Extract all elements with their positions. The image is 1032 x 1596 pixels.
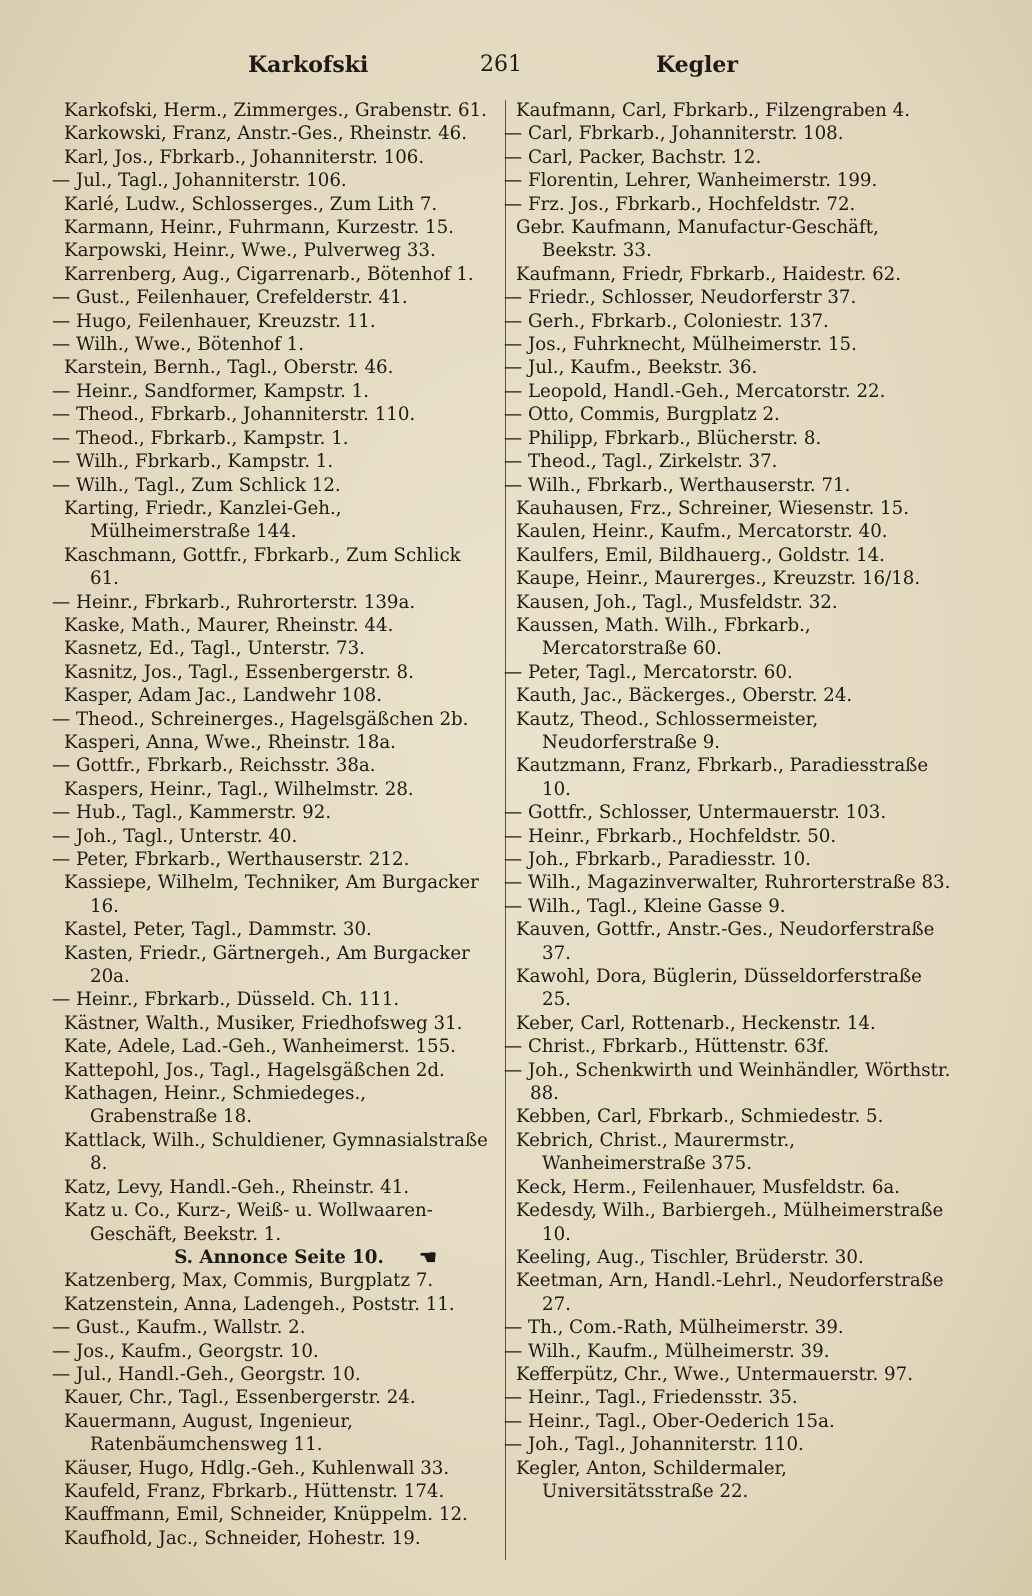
directory-entry: — Theod., Fbrkarb., Johanniterstr. 110. [52,404,416,426]
directory-entry: Kathagen, Heinr., Schmiedeges., Grabenstraße 18. [64,1083,372,1128]
directory-entry: Karpowski, Heinr., Wwe., Pulverweg 33. [64,240,436,262]
directory-entry: Keck, Herm., Feilenhauer, Musfeldstr. 6a. [516,1176,901,1198]
directory-entry: — Hub., Tagl., Kammerstr. 92. [52,802,332,824]
directory-entry: Kaupe, Heinr., Maurerges., Kreuzstr. 16/18. [516,568,921,590]
directory-entry: Kaspers, Heinr., Tagl., Wilhelmstr. 28. [64,778,414,800]
directory-entry: Kegler, Anton, Schildermaler, Universitätsstraße 22. [516,1457,793,1502]
directory-entry: — Theod., Fbrkarb., Kampstr. 1. [52,427,349,449]
directory-entry: Kauermann, August, Ingenieur, Ratenbäumchensweg 11. [64,1410,359,1456]
directory-entry: Kaske, Math., Maurer, Rheinstr. 44. [64,614,394,636]
directory-entry: Kauth, Jac., Bäckerges., Oberstr. 24. [516,685,853,707]
directory-entry: Kautzmann, Franz, Fbrkarb., Paradiesstraße 10. [516,755,934,800]
directory-entry: — Heinr., Fbrkarb., Ruhrorterstr. 139a. [52,591,416,613]
directory-entry: — Heinr., Fbrkarb., Düsseld. Ch. 111. [52,989,400,1011]
directory-entry: — Wilh., Kaufm., Mülheimerstr. 39. [504,1340,830,1362]
directory-entry: — Jul., Handl.-Geh., Georgstr. 10. [52,1363,361,1385]
directory-entry: — Florentin, Lehrer, Wanheimerstr. 199. [504,170,878,192]
directory-entry: Katz, Levy, Handl.-Geh., Rheinstr. 41. [64,1176,410,1198]
directory-entry: Kasnitz, Jos., Tagl., Essenbergerstr. 8. [64,661,414,683]
directory-entry: Kaufhold, Jac., Schneider, Hohestr. 19. [64,1527,421,1549]
directory-entry: — Gust., Feilenhauer, Crefelderstr. 41. [52,287,408,309]
directory-entry: Karlé, Ludw., Schlosserges., Zum Lith 7. [64,193,438,215]
directory-entry: Katzenberg, Max, Commis, Burgplatz 7. [64,1270,434,1292]
header-left-keyword: Karkofski [248,52,369,78]
directory-entry: — Joh., Tagl., Johanniterstr. 110. [504,1434,804,1456]
directory-entry: — Jos., Fuhrknecht, Mülheimerstr. 15. [504,334,857,356]
directory-entry: Kauven, Gottfr., Anstr.-Ges., Neudorferstraße 37. [516,919,941,964]
directory-entry: Karting, Friedr., Kanzlei-Geh., Mülheimerstraße 144. [64,497,348,543]
directory-entry: — Theod., Tagl., Zirkelstr. 37. [504,451,778,473]
directory-entry: Kastel, Peter, Tagl., Dammstr. 30. [64,919,372,941]
directory-entry: — Leopold, Handl.-Geh., Mercatorstr. 22. [504,380,886,402]
directory-entry: — Carl, Packer, Bachstr. 12. [504,146,762,168]
directory-entry: Kasnetz, Ed., Tagl., Unterstr. 73. [64,638,365,660]
directory-entry: — Hugo, Feilenhauer, Kreuzstr. 11. [52,310,376,332]
directory-entry: Kautz, Theod., Schlossermeister, Neudorferstraße 9. [516,708,824,753]
directory-entry: Karkofski, Herm., Zimmerges., Grabenstr. 61. [64,100,487,121]
directory-entry: Keeling, Aug., Tischler, Brüderstr. 30. [516,1246,864,1268]
directory-entry: — Wilh., Tagl., Zum Schlick 12. [52,474,341,496]
advert-notice: S. Annonce Seite 10. [174,1246,384,1268]
directory-entry: — Heinr., Tagl., Friedensstr. 35. [504,1387,798,1409]
directory-entry: Kefferpütz, Chr., Wwe., Untermauerstr. 97. [516,1363,913,1385]
directory-entry: — Jul., Kaufm., Beekstr. 36. [504,357,758,379]
directory-entry: Keber, Carl, Rottenarb., Heckenstr. 14. [516,1012,876,1034]
directory-entry: Gebr. Kaufmann, Manufactur-Geschäft, Beekstr. 33. [516,217,885,262]
directory-entry: Kausen, Joh., Tagl., Musfeldstr. 32. [516,591,838,613]
directory-entry: Kebrich, Christ., Maurermstr., Wanheimerstraße 375. [516,1129,801,1175]
directory-entry: Kauer, Chr., Tagl., Essenbergerstr. 24. [64,1387,416,1409]
directory-entry: — Christ., Fbrkarb., Hüttenstr. 63f. [504,1036,830,1058]
directory-entry: Kaschmann, Gottfr., Fbrkarb., Zum Schlick 61. [64,544,467,590]
directory-entry: — Gust., Kaufm., Wallstr. 2. [52,1317,306,1339]
directory-entry: — Carl, Fbrkarb., Johanniterstr. 108. [504,123,844,145]
directory-entry: — Jul., Tagl., Johanniterstr. 106. [52,170,347,192]
directory-entry: — Heinr., Tagl., Ober-Oederich 15a. [504,1410,835,1432]
directory-entry: Kaufmann, Carl, Fbrkarb., Filzengraben 4. [516,100,911,121]
header-right-keyword: Kegler [656,52,738,78]
directory-entry: — Wilh., Wwe., Bötenhof 1. [52,334,305,356]
directory-entry: Kaufmann, Friedr, Fbrkarb., Haidestr. 62. [516,263,901,285]
directory-entry: Kebben, Carl, Fbrkarb., Schmiedestr. 5. [516,1106,884,1128]
directory-entry: Keetman, Arn, Handl.-Lehrl., Neudorferstraße 27. [516,1270,950,1315]
directory-entry: Kaulen, Heinr., Kaufm., Mercatorstr. 40. [516,521,888,543]
directory-entry: — Theod., Schreinerges., Hagelsgäßchen 2b. [52,708,469,730]
directory-entry: — Wilh., Fbrkarb., Werthauserstr. 71. [504,474,851,496]
directory-entry: Kattepohl, Jos., Tagl., Hagelsgäßchen 2d. [64,1059,445,1081]
directory-entry: Kattlack, Wilh., Schuldiener, Gymnasialstraße 8. [64,1129,494,1175]
directory-entry: — Peter, Tagl., Mercatorstr. 60. [504,661,793,683]
directory-entry: — Joh., Tagl., Unterstr. 40. [52,825,298,847]
directory-entry: — Wilh., Magazinverwalter, Ruhrorterstraße 83. [504,872,951,894]
directory-entry: — Gerh., Fbrkarb., Coloniestr. 137. [504,310,829,332]
directory-entry: Käuser, Hugo, Hdlg.-Geh., Kuhlenwall 33. [64,1457,450,1479]
directory-entry: Kästner, Walth., Musiker, Friedhofsweg 31. [64,1012,463,1034]
directory-entry: — Otto, Commis, Burgplatz 2. [504,404,780,426]
directory-entry: Kawohl, Dora, Büglerin, Düsseldorferstraße 25. [516,966,928,1011]
directory-entry: Karkowski, Franz, Anstr.-Ges., Rheinstr. 46. [64,123,468,145]
directory-entry: Karl, Jos., Fbrkarb., Johanniterstr. 106. [64,146,425,168]
directory-entry: — Joh., Schenkwirth und Weinhändler, Wörthstr. 88. [504,1059,957,1105]
directory-entry: — Philipp, Fbrkarb., Blücherstr. 8. [504,427,822,449]
directory-entry: Kaulfers, Emil, Bildhauerg., Goldstr. 14. [516,544,885,566]
directory-entry: Kasperi, Anna, Wwe., Rheinstr. 18a. [64,731,396,753]
directory-entry: — Friedr., Schlosser, Neudorferstr 37. [504,287,857,309]
directory-entry: — Gottfr., Schlosser, Untermauerstr. 103. [504,802,887,824]
directory-entry: Kasten, Friedr., Gärtnergeh., Am Burgacker 20a. [64,942,476,988]
directory-entry: — Gottfr., Fbrkarb., Reichsstr. 38a. [52,755,376,777]
directory-entry: — Th., Com.-Rath, Mülheimerstr. 39. [504,1317,844,1339]
directory-entry: Kaussen, Math. Wilh., Fbrkarb., Mercatorstraße 60. [516,614,817,660]
left-column: Karkofski, Herm., Zimmerges., Grabenstr. 61. Karkowski, Franz, Anstr.-Ges., Rheinstr. 46. Karl, Jos., Fbrkarb., Johanniterstr. 106. — Jul., Tagl., Johanniterstr. 106. Karlé, Ludw., Schlosserges., Zum Lith 7. Karmann, Heinr., Fuhrmann, Kurzestr. 15. Karpowski, Heinr., Wwe., Pulverweg 33. Karrenberg, Aug., Cigarrenarb., Bötenhof 1. — Gust., Feilenhauer, Crefelderstr. 41. — Hugo, Feilenhauer, Kreuzstr. 11. — Wilh., Wwe., Bötenhof 1. Karstein, Bernh., Tagl., Oberstr. 46. — Heinr., Sandformer, Kampstr. 1. — Theod., Fbrkarb., Johanniterstr. 110. — Theod., Fbrkarb., Kampstr. 1. — Wilh., Fbrkarb., Kampstr. 1. — Wilh., Tagl., Zum Schlick 12. Karting, Friedr., Kanzlei-Geh., Mülheimerstraße 144. Kaschmann, Gottfr., Fbrkarb., Zum Schlick 61. — Heinr., Fbrkarb., Ruhrorterstr. 139a. Kaske, Math., Maurer, Rheinstr. 44. Kasnetz, Ed., Tagl., Unterstr. 73. Kasnitz, Jos., Tagl., Essenbergerstr. 8. Kasper, Adam Jac., Landwehr 108. — Theod., Schreinerges., Hagelsgäßchen 2b. Kasperi, Anna, Wwe., Rheinstr. 18a. — Gottfr., Fbrkarb., Reichsstr. 38a. Kaspers, Heinr., Tagl., Wilhelmstr. 28. — Hub., Tagl., Kammerstr. 92. — Joh., Tagl., Unterstr. 40. — Peter, Fbrkarb., Werthauserstr. 212. Kassiepe, Wilhelm, Techniker, Am Burgacker 16. Kastel, Peter, Tagl., Dammstr. 30. Kasten, Friedr., Gärtnergeh., Am Burgacker 20a. — Heinr., Fbrkarb., Düsseld. Ch. 111. Kästner, Walth., Musiker, Friedhofsweg 31. Kate, Adele, Lad.-Geh., Wanheimerst. 155. Kattepohl, Jos., Tagl., Hagelsgäßchen 2d. Kathagen, Heinr., Schmiedeges., Grabenstraße 18. Kattlack, Wilh., Schuldiener, Gymnasialstraße 8. Katz, Levy, Handl.-Geh., Rheinstr. 41. Katz u. Co., Kurz-, Weiß- u. Wollwaaren-Geschäft, Beekstr. 1. S. Annonce Seite 10. ☚ Katzenberg, Max, Commis, Burgplatz 7. Katzenstein, Anna, Ladengeh., Poststr. 11. — Gust., Kaufm., Wallstr. 2. — Jos., Kaufm., Georgstr. 10. — Jul., Handl.-Geh., Georgstr. 10. Kauer, Chr., Tagl., Essenbergerstr. 24. Kauermann, August, Ingenieur, Ratenbäumchensweg 11. Käuser, Hugo, Hdlg.-Geh., Kuhlenwall 33. Kaufeld, Franz, Fbrkarb., Hüttenstr. 174. Kauffmann, Emil, Schneider, Knüppelm. 12. Kaufhold, Jac., Schneider, Hohestr. 19. [52,100,494,1549]
directory-entry: Kassiepe, Wilhelm, Techniker, Am Burgacker 16. [64,872,485,917]
directory-entry: — Heinr., Fbrkarb., Hochfeldstr. 50. [504,825,837,847]
directory-entry: — Heinr., Sandformer, Kampstr. 1. [52,380,370,402]
directory-entry: Karmann, Heinr., Fuhrmann, Kurzestr. 15. [64,217,454,239]
page-header [0,52,1032,86]
directory-entry: Kaufeld, Franz, Fbrkarb., Hüttenstr. 174. [64,1480,445,1502]
directory-entry: Karstein, Bernh., Tagl., Oberstr. 46. [64,357,394,379]
right-column [504,99,957,1503]
directory-entry: Kasper, Adam Jac., Landwehr 108. [64,685,383,707]
page-number: 261 [480,52,522,77]
directory-entry: — Joh., Fbrkarb., Paradiesstr. 10. [504,849,811,870]
directory-entry: Karrenberg, Aug., Cigarrenarb., Bötenhof 1. [64,263,474,285]
directory-entry: Katz u. Co., Kurz-, Weiß- u. Wollwaaren-Geschäft, Beekstr. 1. [64,1200,433,1245]
directory-entry: Kauffmann, Emil, Schneider, Knüppelm. 12. [64,1504,468,1526]
directory-entry: — Frz. Jos., Fbrkarb., Hochfeldstr. 72. [504,193,856,215]
directory-entry: — Wilh., Tagl., Kleine Gasse 9. [504,895,786,917]
directory-entry: Kate, Adele, Lad.-Geh., Wanheimerst. 155. [64,1036,456,1058]
directory-entry: — Peter, Fbrkarb., Werthauserstr. 212. [52,849,410,870]
directory-entry: Katzenstein, Anna, Ladengeh., Poststr. 11. [64,1293,455,1315]
directory-entry: Kauhausen, Frz., Schreiner, Wiesenstr. 15. [516,497,909,519]
directory-entry: — Jos., Kaufm., Georgstr. 10. [52,1340,319,1362]
directory-entry: Kedesdy, Wilh., Barbiergeh., Mülheimerstraße 10. [516,1200,950,1245]
directory-entry: — Wilh., Fbrkarb., Kampstr. 1. [52,451,334,473]
